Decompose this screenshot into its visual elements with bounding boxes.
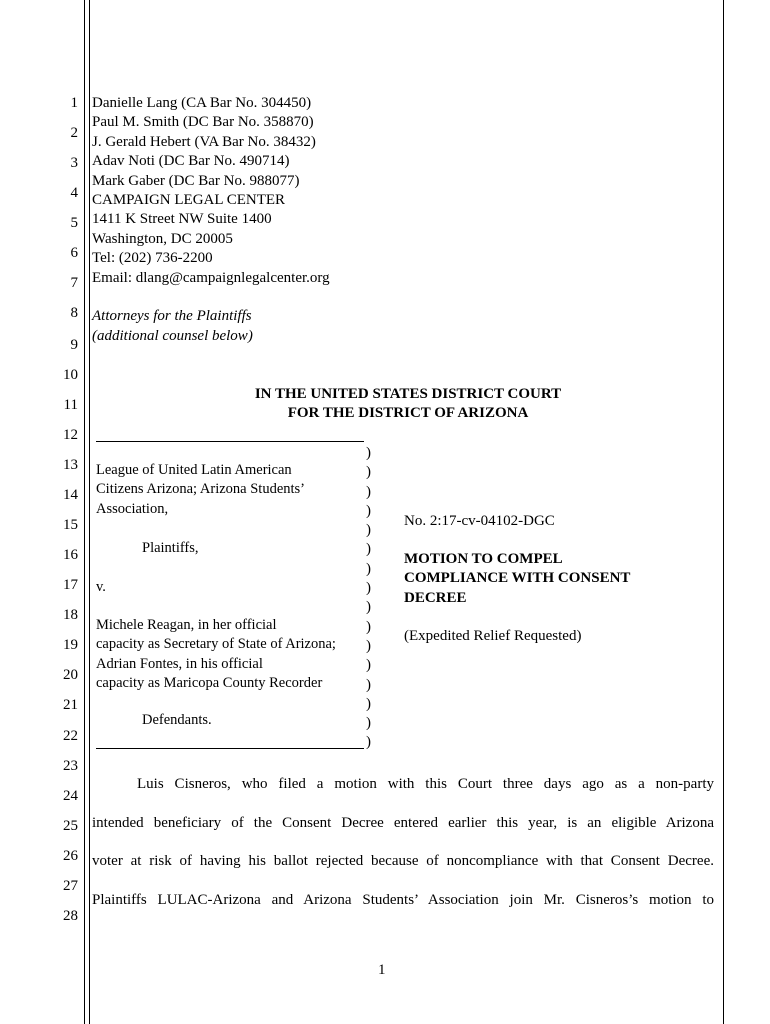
court-heading-line-1: IN THE UNITED STATES DISTRICT COURT: [254, 386, 562, 402]
plaintiffs-label: Plaintiffs,: [142, 540, 199, 556]
right-margin-rule: [723, 0, 724, 1024]
line-number: 26: [63, 848, 78, 864]
counsel-line: Washington, DC 20005: [92, 230, 233, 247]
defendant-line: Adrian Fontes, in his official: [96, 655, 263, 672]
body-line: intended beneficiary of the Consent Decree entered earlier this year, is an eligible Arizona: [92, 815, 714, 831]
versus: v.: [96, 579, 106, 595]
counsel-line: J. Gerald Hebert (VA Bar No. 38432): [92, 133, 316, 150]
line-number: 4: [70, 185, 78, 201]
counsel-line: CAMPAIGN LEGAL CENTER: [92, 192, 286, 208]
caption-paren: ): [366, 560, 371, 577]
line-number: 22: [63, 728, 78, 744]
defendant-line: Michele Reagan, in her official: [96, 617, 277, 633]
caption-paren: ): [366, 502, 371, 519]
relief-note: (Expedited Relief Requested): [404, 628, 582, 644]
line-number: 5: [70, 215, 78, 231]
line-number: 25: [63, 818, 78, 834]
court-heading-line-2: FOR THE DISTRICT OF ARIZONA: [287, 405, 529, 422]
line-number: 12: [63, 427, 78, 443]
counsel-note: (additional counsel below): [92, 327, 253, 344]
left-margin-rule-2: [89, 0, 90, 1024]
counsel-line: Tel: (202) 736-2200: [92, 250, 213, 267]
line-number: 11: [63, 397, 78, 413]
line-number: 16: [63, 547, 78, 563]
caption-paren: ): [366, 676, 371, 693]
line-number: 15: [63, 517, 78, 533]
body-line: voter at risk of having his ballot rejected because of noncompliance with that Consent Decree.: [92, 853, 714, 869]
caption-paren: ): [366, 715, 371, 732]
line-number: 18: [63, 607, 78, 623]
line-number: 1: [70, 95, 78, 111]
caption-paren: ): [366, 637, 371, 654]
counsel-role: Attorneys for the Plaintiffs: [92, 308, 252, 325]
line-number: 21: [63, 697, 78, 713]
defendant-line: capacity as Secretary of State of Arizona;: [96, 636, 336, 653]
counsel-line: Paul M. Smith (DC Bar No. 358870): [92, 114, 314, 131]
caption-paren: ): [366, 580, 371, 597]
line-number: 6: [70, 245, 78, 261]
line-number: 24: [63, 788, 78, 804]
caption-paren: ): [366, 522, 371, 539]
caption-paren: ): [366, 618, 371, 635]
motion-title-line: DECREE: [404, 589, 467, 606]
plaintiff-line: Association,: [96, 500, 169, 517]
case-number: No. 2:17-cv-04102-DGC: [404, 513, 555, 529]
motion-title-line: COMPLIANCE WITH CONSENT: [404, 570, 631, 587]
defendant-line: capacity as Maricopa County Recorder: [96, 675, 323, 692]
body-line: Plaintiffs LULAC-Arizona and Arizona Students’ Association join Mr. Cisneros’s motion to: [92, 892, 714, 908]
caption-paren: ): [366, 657, 371, 674]
caption-paren: ): [366, 734, 371, 751]
line-number: 27: [63, 878, 78, 894]
body-line: Luis Cisneros, who filed a motion with this Court three days ago as a non-party: [137, 776, 714, 792]
plaintiff-line: League of United Latin American: [96, 462, 292, 478]
motion-title-line: MOTION TO COMPEL: [404, 551, 563, 567]
page-number: 1: [378, 962, 386, 978]
line-number: 19: [63, 637, 78, 653]
line-number: 2: [70, 125, 78, 141]
caption-paren: ): [366, 599, 371, 616]
left-margin-rule-1: [84, 0, 85, 1024]
line-number: 20: [63, 667, 78, 683]
counsel-line: 1411 K Street NW Suite 1400: [92, 211, 272, 228]
caption-top-rule: [96, 441, 364, 442]
caption-bottom-rule: [96, 748, 364, 749]
caption-parens: [366, 444, 371, 753]
line-number: 17: [63, 577, 78, 593]
counsel-line: Danielle Lang (CA Bar No. 304450): [92, 95, 312, 111]
counsel-email: Email: dlang@campaignlegalcenter.org: [92, 269, 330, 286]
line-number: 14: [63, 487, 78, 503]
defendants-label: Defendants.: [142, 712, 212, 728]
plaintiff-line: Citizens Arizona; Arizona Students’: [96, 481, 306, 498]
caption-paren: ): [366, 483, 371, 500]
line-number: 8: [70, 305, 78, 321]
caption-paren: ): [366, 464, 371, 481]
line-number: 3: [70, 155, 78, 171]
line-number: 28: [63, 908, 78, 924]
caption-paren: ): [366, 445, 371, 461]
line-number: 23: [63, 758, 78, 774]
line-number: 9: [70, 337, 78, 353]
line-number: 7: [70, 275, 78, 291]
caption-paren: ): [366, 695, 371, 712]
caption-paren: ): [366, 541, 371, 558]
line-number: 13: [63, 457, 78, 473]
counsel-line: Adav Noti (DC Bar No. 490714): [92, 153, 290, 170]
line-number: 10: [63, 367, 78, 383]
counsel-line: Mark Gaber (DC Bar No. 988077): [92, 172, 300, 189]
